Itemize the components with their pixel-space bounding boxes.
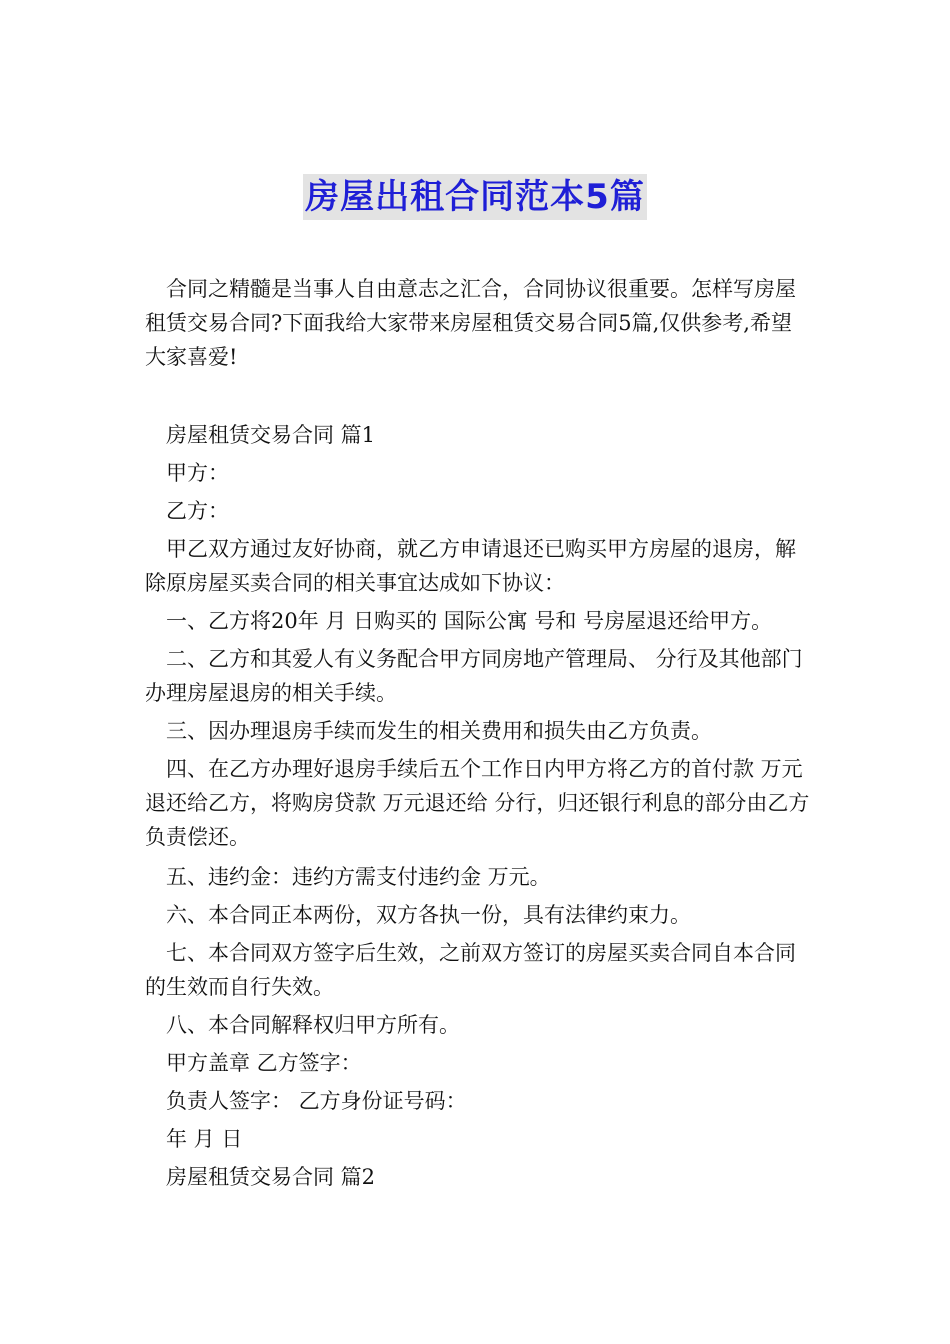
signature-line-2: 负责人签字： 乙方身份证号码： — [166, 1089, 467, 1113]
clause-1: 一、乙方将20年 月 日购买的 国际公寓 号和 号房屋退还给甲方。 — [166, 609, 773, 633]
clause-2: 二、乙方和其爱人有义务配合甲方同房地产管理局、 分行及其他部门办理房屋退房的相关手续。 — [145, 647, 803, 705]
date-line: 年 月 日 — [166, 1127, 243, 1151]
document-title: 房屋出租合同范本5篇 — [303, 174, 647, 220]
party-b-label: 乙方： — [166, 499, 229, 523]
preamble-paragraph: 甲乙双方通过友好协商，就乙方申请退还已购买甲方房屋的退房，解除原房屋买卖合同的相关事宜达成如下协议： — [145, 537, 796, 595]
clause-4: 四、在乙方办理好退房手续后五个工作日内甲方将乙方的首付款 万元退还给乙方，将购房贷款 万元退还给 分行，归还银行利息的部分由乙方负责偿还。 — [145, 757, 810, 849]
title-container — [0, 174, 950, 220]
signature-line-1: 甲方盖章 乙方签字： — [166, 1051, 362, 1075]
section-heading-2: 房屋租赁交易合同 篇2 — [166, 1165, 376, 1189]
section-heading-1: 房屋租赁交易合同 篇1 — [166, 423, 376, 447]
clause-3: 三、因办理退房手续而发生的相关费用和损失由乙方负责。 — [166, 719, 712, 743]
party-a-label: 甲方： — [166, 461, 229, 485]
clause-6: 六、本合同正本两份，双方各执一份，具有法律约束力。 — [166, 903, 691, 927]
clause-7: 七、本合同双方签字后生效，之前双方签订的房屋买卖合同自本合同的生效而自行失效。 — [145, 941, 796, 999]
clause-5: 五、违约金：违约方需支付违约金 万元。 — [166, 865, 551, 889]
intro-paragraph — [145, 272, 810, 374]
intro-text: 合同之精髓是当事人自由意志之汇合，合同协议很重要。怎样写房屋租赁交易合同?下面我给大家带来房屋租赁交易合同5篇,仅供参考,希望大家喜爱! — [145, 277, 796, 369]
clause-8: 八、本合同解释权归甲方所有。 — [166, 1013, 460, 1037]
